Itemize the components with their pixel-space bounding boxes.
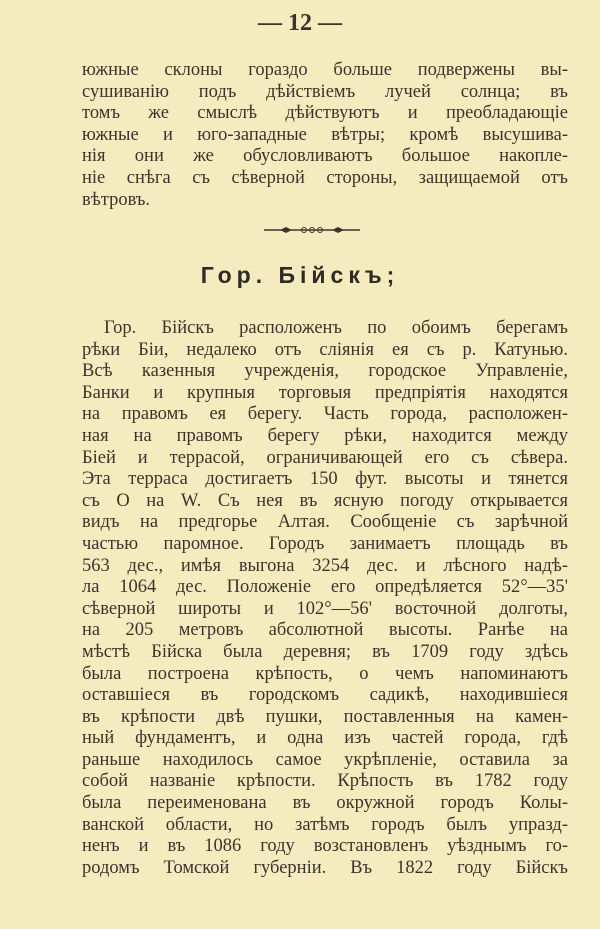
text-line: видъ на предгорье Алтая. Сообщеніе съ зарѣчной [82,512,568,533]
text-line: съ О на W. Съ нея въ ясную погоду открывается [82,490,568,511]
page-number: — 12 — [258,10,342,36]
paragraph-continuation [82,60,568,211]
text-line: Банки и крупныя торговыя предпріятія находятся [82,382,568,403]
text-line: на 205 метровъ абсолютной высоты. Ранѣе на [82,620,568,641]
text-line: Гор. Бійскъ расположенъ по обоимъ берегамъ [104,318,568,338]
text-line: собой названіе крѣпости. Крѣпость въ 1782 году [82,771,568,792]
text-line: мѣстѣ Бійска была деревня; въ 1709 году здѣсь [82,641,568,662]
text-line: сушиванію подъ дѣйствіемъ лучей солнца; въ [82,81,568,102]
text-line: вѣтровъ. [82,189,151,210]
text-line: родомъ Томской губерніи. Въ 1822 году Бійскъ [82,857,568,878]
text-line: въ крѣпости двѣ пушки, поставленныя на камен- [82,706,568,727]
section-heading: Гор. Бійскъ; [200,262,400,288]
text-line: Всѣ казенныя учрежденія, городское Управленіе, [82,361,568,382]
paragraph-biysk [82,318,568,879]
text-line: нія они же обусловливаютъ большое накопле- [82,146,568,167]
text-line: на правомъ ея берегу. Часть города, расположен- [82,404,568,425]
text-line: частью паромное. Городъ занимаетъ площадь въ [82,533,568,554]
ornament-divider-icon [262,224,362,236]
text-line: ніе снѣга съ сѣверной стороны, защищаемой отъ [82,167,568,188]
text-line: рѣки Біи, недалеко отъ сліянія ея съ р. Катунью. [82,339,568,360]
text-line: была переименована въ окружной городъ Колы- [82,793,568,814]
text-line: ная на правомъ берегу рѣки, находится между [82,425,568,446]
text-line: оставшіеся въ городскомъ садикѣ, находившіеся [82,685,568,706]
text-line: ный фундаментъ, и одна изъ частей города, гдѣ [82,728,568,749]
text-line: южные склоны гораздо больше подвержены вы- [82,60,568,80]
text-line: была построена крѣпость, о чемъ напоминаютъ [82,663,568,684]
text-line: Біей и террасой, ограничивающей его съ сѣвера. [82,447,568,468]
text-line: 563 дес., имѣя выгона 3254 дес. и лѣсного надѣ- [82,555,568,576]
text-line: томъ же смыслѣ дѣйствуютъ и преобладающіе [82,103,568,124]
text-line: ванской области, но затѣмъ городъ былъ упразд- [82,814,568,835]
text-line: ненъ и въ 1086 году возстановленъ уѣзднымъ го- [82,836,568,857]
text-line: Эта терраса достигаетъ 150 фут. высоты и тянется [82,469,568,490]
text-line: раньше находилось самое укрѣпленіе, оставила за [82,749,568,770]
text-line: южные и юго-западные вѣтры; кромѣ высушива- [82,124,568,145]
text-line: ла 1064 дес. Положеніе его опредѣляется 52°—35' [82,577,568,598]
text-line: сѣверной широты и 102°—56' восточной долготы, [82,598,568,619]
